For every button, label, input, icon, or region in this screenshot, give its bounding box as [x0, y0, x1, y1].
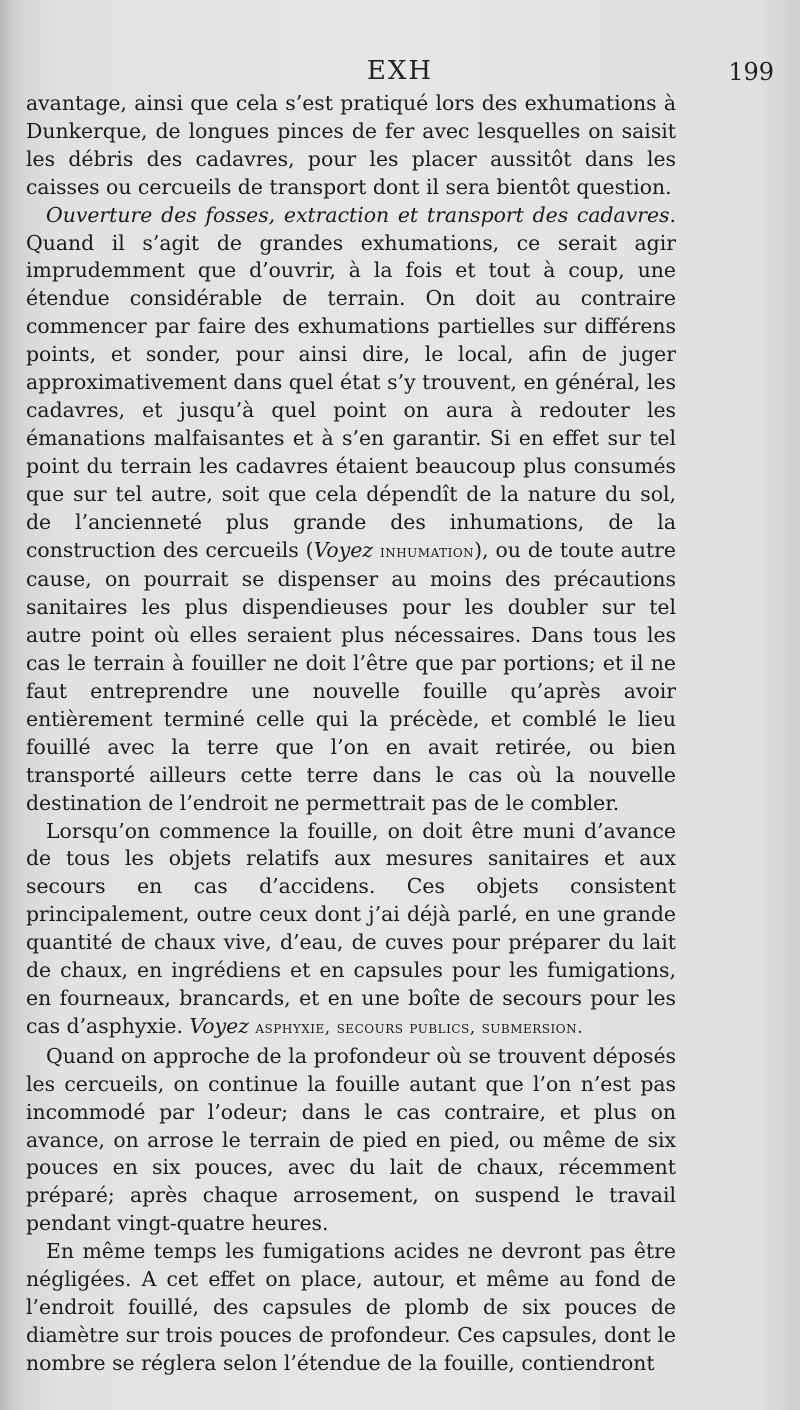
body-text: [26, 90, 676, 1378]
cross-reference-voyez: Voyez: [189, 1013, 249, 1038]
page-number: 199: [728, 58, 774, 86]
cross-reference-term: inhumation: [379, 541, 475, 562]
text-run: Quand on approche de la profondeur où se trouvent déposés les cercueils, on continue la fouille autant que l’on n’est pas incommodé par l’odeur; dans le cas contraire, et plus on avance, on arrose le terrain de pied en pied, ou même de six pouces en six pouces, avec du lait de chaux, récemment préparé; après chaque arrosement, on suspend le travail pendant vingt-quatre heures.: [26, 1043, 676, 1236]
text-run: [373, 538, 380, 562]
text-run: Quand il s’agit de grandes exhumations, ce serait agir imprudemment que d’ouvrir, à la fois et tout à coup, une étendue considérable de terrain. On doit au contraire commencer par faire des exhumations partielles sur différens points, et sonder, pour ainsi dire, le local, afin de juger approximativement dans quel état s’y trouvent, en général, les cadavres, et jusqu’à quel point on aura à redouter les émanations malfaisantes et à s’en garantir. Si en effet sur tel point du terrain les cadavres étaient beaucoup plus consumés que sur tel autre, soit que cela dépendît de la nature du sol, de l’ancienneté plus grande des inhumations, de la construction des cercueils (: [26, 230, 676, 562]
running-head: EXH: [366, 56, 434, 86]
paragraph: [26, 90, 676, 202]
text-run: avantage, ainsi que cela s’est pratiqué lors des exhumations à Dunkerque, de longues pinces de fer avec lesquelles on saisit les débris des cadavres, pour les placer aussitôt dans les caisses ou cercueils de transport dont il sera bientôt question.: [26, 91, 676, 199]
cross-reference-term: asphyxie, secours publics, submersion.: [255, 1017, 584, 1038]
cross-reference-voyez: Voyez: [313, 537, 374, 562]
page-header: [0, 56, 800, 92]
paragraph: [26, 1238, 676, 1378]
text-run: ), ou de toute autre cause, on pourrait se dispenser au moins des précautions sanitaires les plus dispendieuses pour les doubler sur tel autre point où elles seraient plus nécessaires. Dans tous les cas le terrain à fouiller ne doit l’être que par portions; et il ne faut entreprendre une nouvelle fouille qu’après avoir entièrement terminé celle qui la précède, et comblé le lieu fouillé avec la terre que l’on en avait retirée, ou bien transporté ailleurs cette terre dans le cas où la nouvelle destination de l’endroit ne permettrait pas de le combler.: [26, 537, 676, 815]
section-heading: Ouverture des fosses, extraction et transport des cadavres.: [46, 202, 676, 227]
text-run: Lorsqu’on commence la fouille, on doit être muni d’avance de tous les objets relatifs aux mesures sanitaires et aux secours en cas d’accidens. Ces objets consistent principalement, outre ceux dont j’ai déjà parlé, en une grande quantité de chaux vive, d’eau, de cuves pour préparer du lait de chaux, en ingrédiens et en capsules pour les fumigations, en fourneaux, brancards, et en une boîte de secours pour les cas d’asphyxie.: [26, 818, 676, 1038]
paragraph: [26, 1043, 676, 1238]
text-run: En même temps les fumigations acides ne devront pas être négligées. A cet effet on place, autour, et même au fond de l’endroit fouillé, des capsules de plomb de six pouces de diamètre sur trois pouces de profondeur. Ces capsules, dont le nombre se réglera selon l’étendue de la fouille, contiendront: [26, 1239, 676, 1375]
paragraph: [26, 202, 676, 818]
paragraph: [26, 818, 676, 1043]
